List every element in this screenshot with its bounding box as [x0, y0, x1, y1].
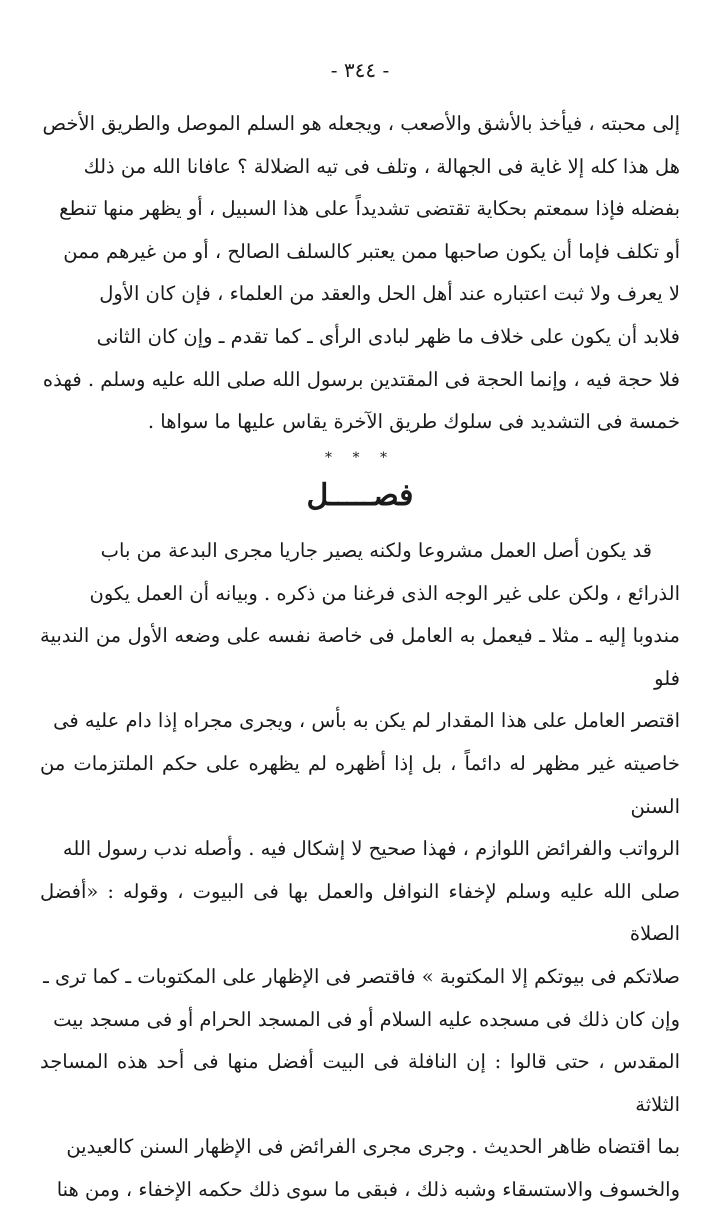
text-line: هل هذا كله إلا غاية فى الجهالة ، وتلف فى تيه الضلالة ؟ عافانا الله من ذلك — [83, 154, 680, 178]
text-line: بما اقتضاه ظاهر الحديث . وجرى مجرى الفرائض فى الإظهار السنن كالعيدين — [66, 1135, 680, 1159]
text-line: مندوبا إليه ـ مثلا ـ فيعمل به العامل فى خاصة نفسه على وضعه الأول من الندبية فلو — [40, 624, 680, 690]
paragraph-2 — [40, 530, 680, 1212]
section-separator: * * * — [325, 450, 395, 466]
text-line: والخسوف والاستسقاء وشبه ذلك ، فبقى ما سوى ذلك حكمه الإخفاء ، ومن هنا — [56, 1177, 680, 1201]
text-line: المقدس ، حتى قالوا : إن النافلة فى البيت أفضل منها فى أحد هذه المساجد الثلاثة — [40, 1050, 680, 1116]
page-number: - ٣٤٤ - — [330, 58, 390, 82]
text-line: اقتصر العامل على هذا المقدار لم يكن به بأس ، ويجرى مجراه إذا دام عليه فى — [53, 709, 680, 733]
text-line: فلا حجة فيه ، وإنما الحجة فى المقتدين برسول الله صلى الله عليه وسلم . فهذه — [42, 367, 680, 391]
text-line: خاصيته غير مظهر له دائماً ، بل إذا أظهره لم يظهره على حكم الملتزمات من السنن — [40, 751, 680, 818]
text-line: فلابد أن يكون على خلاف ما ظهر لبادى الرأى ـ كما تقدم ـ وإن كان الثانى — [96, 324, 680, 348]
text-line: قد يكون أصل العمل مشروعا ولكنه يصير جاريا مجرى البدعة من باب — [100, 539, 652, 562]
paragraph-1 — [40, 103, 680, 444]
text-line: الذرائع ، ولكن على غير الوجه الذى فرغنا من ذكره . وبيانه أن العمل يكون — [89, 581, 680, 605]
text-line: لا يعرف ولا ثبت اعتباره عند أهل الحل والعقد من العلماء ، فإن كان الأول — [99, 282, 680, 306]
text-line: خمسة فى التشديد فى سلوك طريق الآخرة يقاس عليها ما سواها . — [147, 410, 680, 434]
text-line: صلى الله عليه وسلم لإخفاء النوافل والعمل بها فى البيوت ، وقوله : «أفضل الصلاة — [40, 879, 680, 946]
text-line: صلاتكم فى بيوتكم إلا المكتوبة » فاقتصر فى الإظهار على المكتوبات ـ كما ترى ـ — [43, 964, 680, 988]
text-line: بفضله فإذا سمعتم بحكاية تقتضى تشديداً على هذا السبيل ، أو يظهر منها تنطع — [59, 197, 680, 221]
text-line: وإن كان ذلك فى مسجده عليه السلام أو فى المسجد الحرام أو فى مسجد بيت — [53, 1007, 680, 1031]
text-line: الرواتب والفرائض اللوازم ، فهذا صحيح لا إشكال فيه . وأصله ندب رسول الله — [62, 837, 680, 861]
section-title: فصـــــل — [306, 478, 414, 513]
book-page — [40, 0, 680, 1201]
text-line: إلى محبته ، فيأخذ بالأشق والأصعب ، ويجعله هو السلم الموصل والطريق الأخص — [42, 112, 680, 135]
text-line: أو تكلف فإما أن يكون صاحبها ممن يعتبر كالسلف الصالح ، أو من غيرهم ممن — [63, 239, 680, 263]
